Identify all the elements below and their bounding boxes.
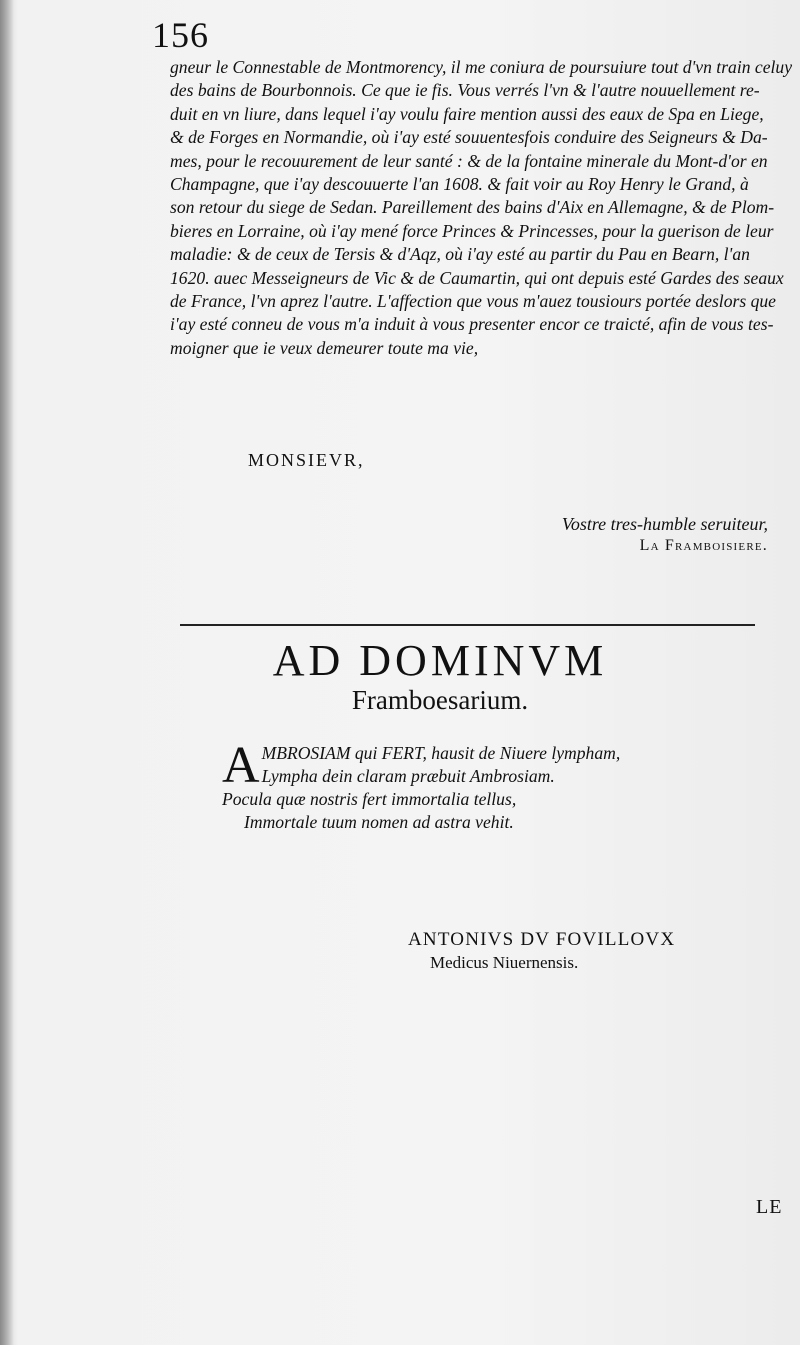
letter-line: de France, l'vn aprez l'autre. L'affection que vous m'auez tousiours portée deslors que [170, 291, 776, 312]
letter-line: Champagne, que i'ay descouuerte l'an 1608. & fait voir au Roy Henry le Grand, à [170, 174, 749, 195]
letter-line: maladie: & de ceux de Tersis & d'Aqz, où i'ay esté au partir du Pau en Bearn, l'an [170, 244, 750, 265]
letter-line: & de Forges en Normandie, où i'ay esté souuentesfois conduire des Seigneurs & Da- [170, 127, 768, 148]
section-rule [180, 624, 755, 626]
poem-line: Immortale tuum nomen ad astra vehit. [244, 812, 514, 832]
section-subtitle: Framboesarium. [351, 685, 529, 715]
poem-author-name: ANTONIVS DV FOVILLOVX [408, 929, 676, 950]
letter-line: mes, pour le recouurement de leur santé : & de la fontaine minerale du Mont-d'or en [170, 150, 768, 171]
drop-cap: A [222, 737, 260, 794]
section-title: AD DOMINVM [272, 636, 608, 685]
poem-author-title: Medicus Niuernensis. [430, 953, 579, 972]
letter-line: bieres en Lorraine, où i'ay mené force Princes & Princesses, pour la guerison de leur [170, 220, 774, 241]
letter-text [170, 56, 793, 360]
letter-line: i'ay esté conneu de vous m'a induit à vous presenter encor ce traicté, afin de vous tes- [170, 314, 774, 335]
poem-line: MBROSIAM qui FERT, hausit de Niuere lympham, [261, 743, 621, 763]
poem-line: Lympha dein claram præbuit Ambrosiam. [261, 766, 555, 786]
signoff-humble: Vostre tres-humble seruiteur, [561, 514, 768, 534]
catchword: LE [756, 1196, 783, 1218]
poem [222, 737, 762, 834]
letter-line: 1620. auec Messeigneurs de Vic & de Caumartin, qui ont depuis esté Gardes des seaux [170, 267, 784, 288]
poem-author [408, 928, 675, 974]
letter-line: moigner que ie veux demeurer toute ma vie, [170, 337, 479, 358]
page-number: 156 [152, 15, 209, 55]
signoff-author: La Framboisiere. [639, 537, 768, 554]
poem-line: Pocula quæ nostris fert immortalia tellus, [222, 789, 517, 809]
letter-line: des bains de Bourbonnois. Ce que ie fis. Vous verrés l'vn & l'autre nouuellement re- [170, 80, 760, 101]
letter-line: gneur le Connestable de Montmorency, il me coniura de poursuiure tout d'vn train celuy [170, 57, 793, 77]
letter-line: son retour du siege de Sedan. Pareillement des bains d'Aix en Allemagne, & de Plom- [170, 197, 775, 218]
letter-line: duit en vn liure, dans lequel i'ay voulu faire mention aussi des eaux de Spa en Liege, [170, 103, 764, 124]
signoff [562, 511, 768, 555]
salutation: MONSIEVR, [248, 450, 365, 470]
